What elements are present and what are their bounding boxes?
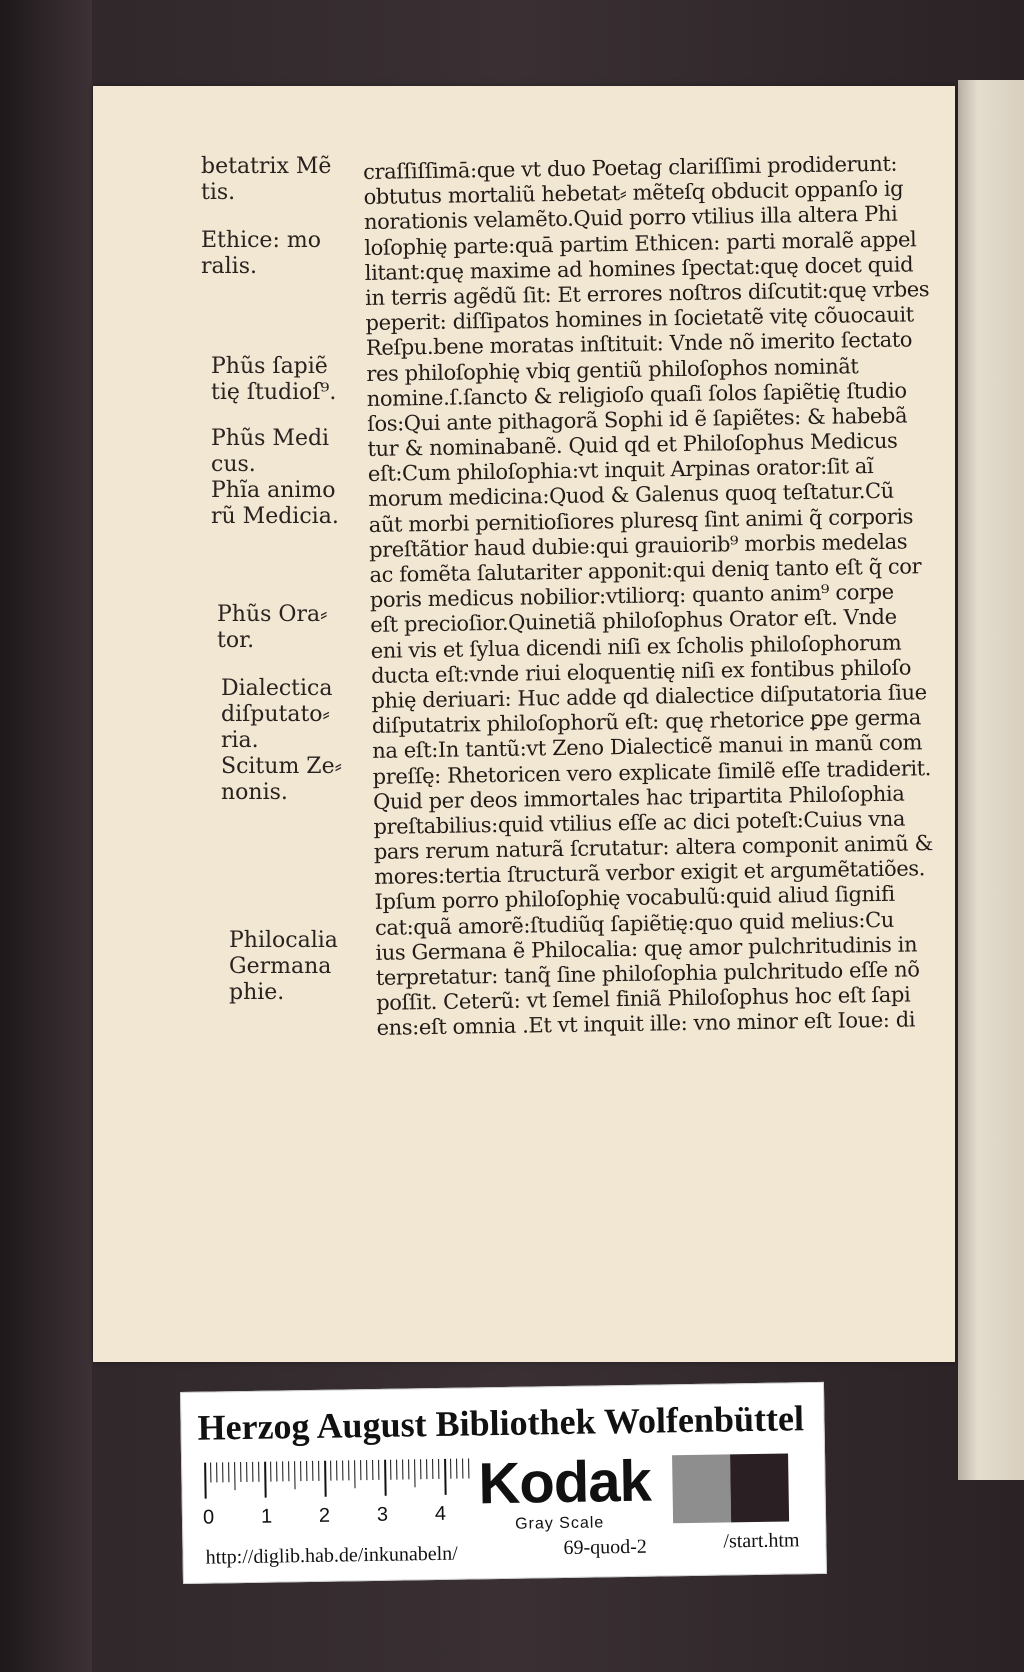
ruler-tick (252, 1462, 253, 1482)
shelf-code: 69-quod-2 (563, 1535, 647, 1559)
ruler-tick (336, 1461, 337, 1481)
ruler-tick (420, 1459, 421, 1479)
catalog-url: http://diglib.hab.de/inkunabeln/ (205, 1542, 458, 1569)
scale-ruler (202, 1458, 469, 1529)
ruler-tick (246, 1462, 247, 1482)
text-line: poſſit. Ceterũ: vt ſemel finiã Philoſophus hoc eſt ſapi (376, 982, 911, 1016)
ruler-tick (432, 1459, 433, 1479)
margin-note (221, 754, 342, 806)
text-line: eſt:Cum philoſophia:vt inquit Arpinas orator:ſit aĩ (367, 454, 874, 487)
kodak-logo: Kodak (477, 1448, 652, 1517)
margin-note-line: ria. (221, 728, 259, 753)
ruler-number: 4 (434, 1502, 447, 1526)
text-line: diſputatrix philoſophorũ eſt: quę rhetorice ꝑpe germa (371, 705, 922, 739)
margin-note-line: diſputato⸗ (221, 702, 330, 727)
ruler-tick (312, 1461, 313, 1481)
margin-note (221, 676, 332, 754)
text-line: loſophię parte:quā partim Ethicen: parti moralẽ appel (364, 226, 917, 260)
margin-note (217, 602, 327, 654)
ruler-tick (402, 1460, 403, 1480)
text-line: morum medicina:Quod & Galenus quoq teſtatur.Cũ (368, 479, 894, 512)
margin-note (211, 478, 339, 530)
ruler-tick (444, 1459, 447, 1495)
margin-note-line: betatrix Mẽ (201, 154, 332, 179)
margin-note (201, 154, 331, 206)
ruler-tick (276, 1461, 277, 1481)
ruler-tick (318, 1461, 319, 1481)
margin-note-line: Phũs ſapiẽ (211, 354, 328, 379)
text-line: Quid per deos immortales hac tripartita Philoſophia (372, 781, 905, 814)
ruler-tick (222, 1462, 223, 1482)
ruler-tick (366, 1460, 367, 1480)
book-page (93, 86, 955, 1362)
margin-note (211, 426, 329, 478)
text-line: preſtabilius:quid vtilius eſſe ac dici poteſt:Cuius vna (373, 806, 906, 839)
ruler-tick (390, 1460, 391, 1480)
text-line: mores:tertia ſtructurã verbor exigit et argumẽtatiões. (374, 856, 926, 890)
margin-note-line: rũ Medicia. (211, 504, 339, 529)
margin-note-line: tis. (201, 180, 236, 205)
ruler-tick (408, 1459, 409, 1479)
left-binding-shadow (0, 0, 92, 1672)
dark-swatch (730, 1453, 789, 1522)
ruler-number: 0 (202, 1506, 215, 1529)
margin-note-line: Phũs Ora⸗ (217, 602, 328, 627)
adjacent-page-edge (958, 80, 1024, 1480)
text-line: phię deriuari: Huc adde qd dialectice diſputatoria ſiue (371, 680, 927, 713)
text-line: eſt precioſior.Quinetiã philoſophus Orator eſt. Vnde (370, 605, 897, 638)
library-title: Herzog August Bibliothek Wolfenbüttel (197, 1398, 805, 1448)
margin-note (211, 354, 336, 406)
ruler-tick (324, 1461, 327, 1497)
text-line: ſos:Qui ante pithagorã Sophi id ẽ ſapiẽtes: & habebã (366, 403, 908, 436)
margin-note-line: Philocalia (229, 928, 338, 953)
main-text-block (363, 151, 957, 1042)
ruler-tick (294, 1461, 295, 1489)
ruler-tick (228, 1462, 229, 1482)
ruler-tick (264, 1462, 267, 1498)
text-line: ius Germana ẽ Philocalia: quę amor pulchritudinis in (375, 932, 918, 965)
ruler-tick (288, 1461, 289, 1481)
ruler-tick (360, 1460, 361, 1480)
ruler-tick (378, 1460, 379, 1480)
text-line: Ipſum porro philoſophię vocabulũ:quid aliud ſignifi (374, 882, 895, 915)
ruler-tick (342, 1460, 343, 1480)
ruler-number: 1 (260, 1505, 273, 1528)
ruler-tick (462, 1459, 463, 1479)
ruler-tick (234, 1462, 235, 1490)
ruler-tick (372, 1460, 373, 1480)
margin-note-line: Germana (229, 954, 332, 979)
text-line: na eſt:In tantũ:vt Zeno Dialecticẽ manui in manũ com (372, 730, 923, 764)
text-line: eni vis et ſylua dicendi niſi ex ſcholis philoſophorum (370, 630, 902, 663)
ruler-tick (270, 1462, 271, 1482)
ruler-tick (306, 1461, 307, 1481)
ruler-number: 3 (376, 1503, 389, 1526)
text-line: ac fomẽta ſalutariter apponit:qui deniq tanto eſt q̃ cor (369, 554, 922, 587)
ruler-tick (282, 1461, 283, 1481)
ruler-number: 2 (318, 1504, 331, 1527)
gray-scale-label: Gray Scale (514, 1514, 605, 1533)
ruler-tick (330, 1461, 331, 1481)
ruler-tick (240, 1462, 241, 1482)
text-line: nomine.ſ.ſancto & religioſo quaſi ſolos ſapiẽtię ſtudio (366, 378, 907, 411)
text-line: cat:quã amorẽ:ſtudiũq ſapiẽtię:quo quid melius:Cu (374, 907, 895, 940)
text-line: obtutus mortaliũ hebetat⸗ mẽteſq obducit oppanſo ig (363, 176, 904, 210)
text-line: res philoſophię vbiq gentiũ philoſophos nominãt (366, 353, 859, 386)
ruler-tick (456, 1459, 457, 1479)
text-line: ens:eſt omnia .Et vt inquit ille: vno minor eſt Ioue: di (376, 1007, 916, 1041)
margin-note-line: Phĩa animo (211, 478, 336, 503)
text-line: Reſpu.bene moratas inſtituit: Vnde nõ imerito ſectato (365, 327, 913, 361)
text-line: tur & nominabanẽ. Quid qd et Philoſophus Medicus (367, 428, 898, 462)
ruler-tick (450, 1459, 451, 1479)
margin-note-line: Phũs Medi (211, 426, 330, 451)
margin-note-line: tię ſtudioſ⁹. (211, 380, 337, 405)
text-line: aũt morbi pernitioſiores pluresq ſint animi q̃ corporis (368, 504, 914, 537)
margin-note-line: Dialectica (221, 676, 333, 701)
ruler-tick (354, 1460, 355, 1488)
margin-note-line: phie. (229, 980, 285, 1005)
margin-note (229, 928, 338, 1006)
text-line: in terris agẽdũ ſit: Et errores noſtros diſcutit:quę vrbes (364, 277, 930, 310)
ruler-tick (216, 1462, 217, 1482)
margin-note-line: Ethice: mo (201, 228, 321, 253)
margin-note-line: cus. (211, 452, 256, 477)
text-line: craſſiſſimā:que vt duo Poetag clariſſimi prodiderunt: (363, 151, 898, 184)
text-line: peperit: diſſipatos homines in ſocietatẽ vitę cõuocauit (365, 302, 914, 336)
ruler-tick (414, 1459, 415, 1487)
text-line: norationis velamẽto.Quid porro vtilius illa altera Phi (363, 201, 898, 235)
ruler-tick (348, 1460, 349, 1480)
ruler-tick (210, 1463, 211, 1483)
text-line: litant:quę maxime ad homines ſpectat:quę docet quid (364, 252, 914, 285)
ruler-tick (396, 1460, 397, 1480)
margin-note-line: Scitum Ze⸗ (221, 754, 342, 779)
ruler-tick (426, 1459, 427, 1479)
margin-note (201, 228, 321, 280)
start-path: /start.htm (723, 1529, 800, 1553)
margin-note-line: tor. (217, 628, 255, 653)
text-line: terpretatur: tanq̃ ſine philoſophia pulchritudo eſſe nõ (375, 957, 920, 990)
ruler-tick (204, 1463, 207, 1499)
text-line: ducta eſt:vnde riui eloquentię niſi ex fontibus philoſo (370, 655, 912, 688)
ruler-tick (258, 1462, 259, 1482)
gray-swatch (672, 1454, 731, 1523)
ruler-tick (468, 1458, 469, 1478)
text-line: poris medicus nobilior:vtiliorq: quanto anim⁹ corpe (369, 579, 894, 613)
target-card (180, 1382, 827, 1584)
text-line: preſſę: Rhetoricen vero explicate ſimilẽ eſſe tradiderit. (372, 755, 932, 789)
ruler-tick (300, 1461, 301, 1481)
margin-note-line: ralis. (201, 254, 257, 279)
ruler-tick (438, 1459, 439, 1479)
text-line: pars rerum naturã ſcrutatur: altera componit animũ & (373, 831, 933, 864)
ruler-tick (384, 1460, 387, 1496)
text-line: preſtãtior haud dubie:qui grauiorib⁹ morbis medelas (368, 529, 908, 562)
margin-note-line: nonis. (221, 780, 288, 805)
